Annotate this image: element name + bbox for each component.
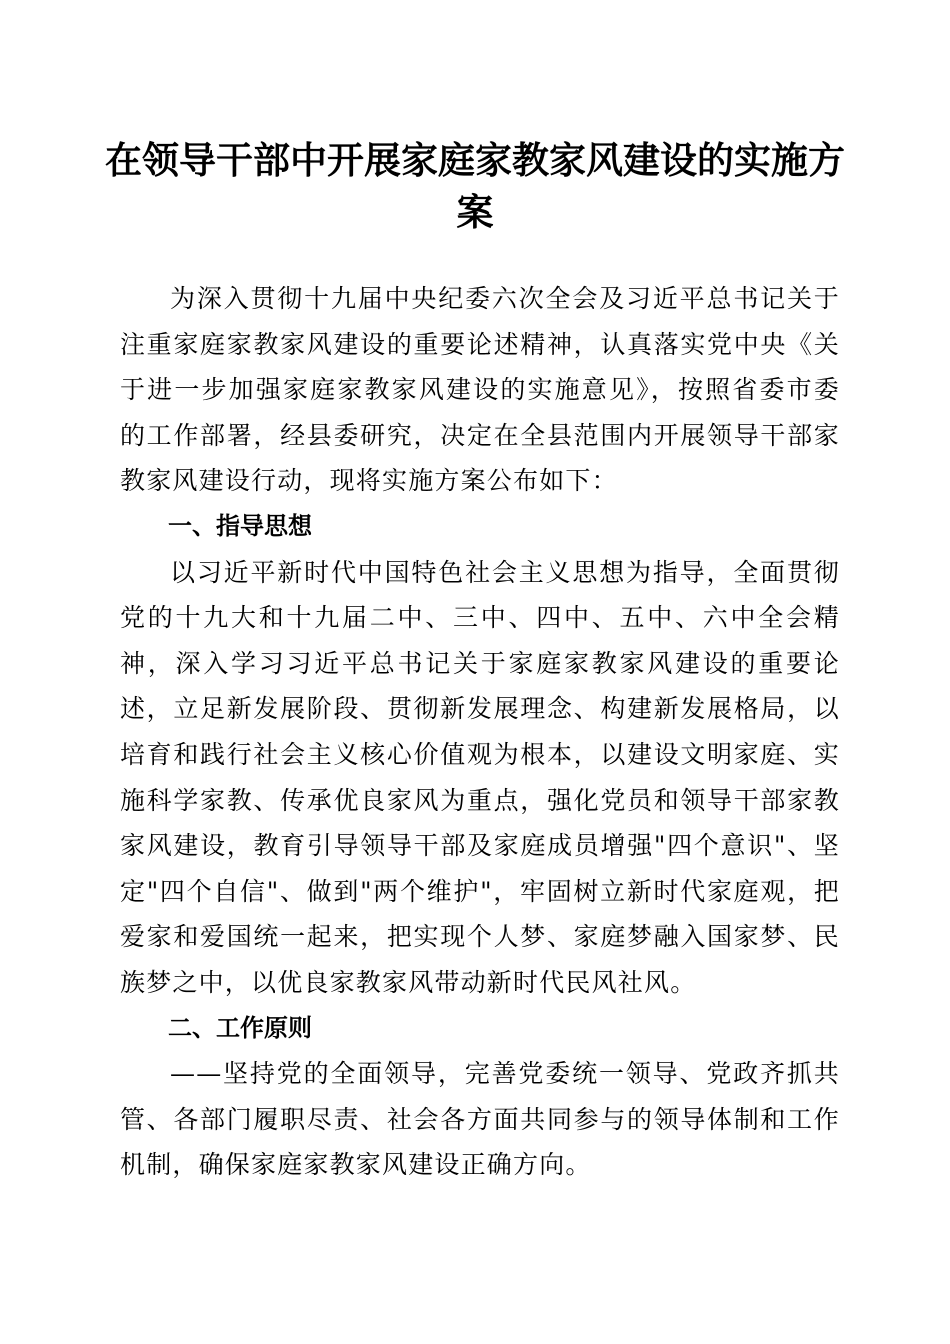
document-body	[120, 276, 840, 1188]
intro-paragraph: 为深入贯彻十九届中央纪委六次全会及习近平总书记关于注重家庭家教家风建设的重要论述精神，认真落实党中央《关于进一步加强家庭家教家风建设的实施意见》，按照省委市委的工作部署，经县委研究，决定在全县范围内开展领导干部家教家风建设行动，现将实施方案公布如下：	[120, 284, 840, 496]
guiding-thought-paragraph: 以习近平新时代中国特色社会主义思想为指导，全面贯彻党的十九大和十九届二中、三中、四中、五中、六中全会精神，深入学习习近平总书记关于家庭家教家风建设的重要论述，立足新发展阶段、贯彻新发展理念、构建新发展格局，以培育和践行社会主义核心价值观为根本，以建设文明家庭、实施科学家教、传承优良家风为重点，强化党员和领导干部家教家风建设，教育引导领导干部及家庭成员增强"四个意识"、坚定"四个自信"、做到"两个维护"，牢固树立新时代家庭观，把爱家和爱国统一起来，把实现个人梦、家庭梦融入国家梦、民族梦之中，以优良家教家风带动新时代民风社风。	[120, 557, 840, 997]
section-heading-work-principles: 二、工作原则	[168, 1013, 312, 1042]
section-heading-guiding-thought: 一、指导思想	[168, 511, 312, 540]
document-title: 在领导干部中开展家庭家教家风建设的实施方案	[105, 138, 845, 234]
work-principles-paragraph: ——坚持党的全面领导，完善党委统一领导、党政齐抓共管、各部门履职尽责、社会各方面共同参与的领导体制和工作机制，确保家庭家教家风建设正确方向。	[120, 1059, 840, 1180]
